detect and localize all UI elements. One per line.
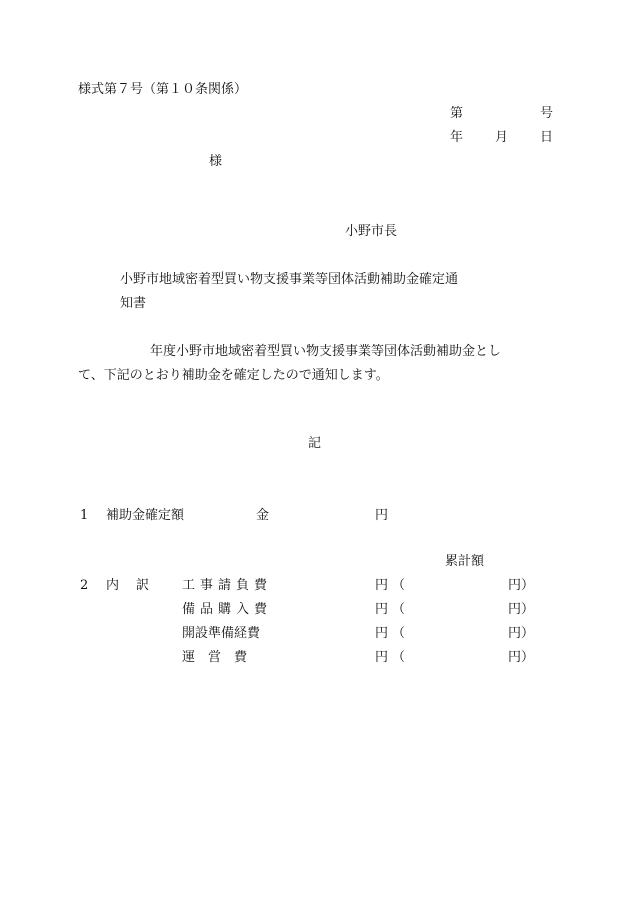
breakdown-row-close: 円） <box>508 578 535 593</box>
breakdown-row-yen: 円 <box>375 650 389 665</box>
breakdown-row-close: 円） <box>508 626 535 641</box>
breakdown-row-open-paren: （ <box>392 602 406 617</box>
breakdown-row-name: 開設準備経費 <box>182 626 261 641</box>
date-day: 日 <box>540 130 554 145</box>
breakdown-row-close: 円） <box>508 602 535 617</box>
breakdown-row-name: 運 営 費 <box>182 650 248 665</box>
doc-number-prefix: 第 <box>450 106 464 121</box>
document-title-line1: 小野市地域密着型買い物支援事業等団体活動補助金確定通 <box>120 272 459 287</box>
breakdown-row-yen: 円 <box>375 578 389 593</box>
date-year: 年 <box>450 130 464 145</box>
breakdown-row-open-paren: （ <box>392 578 406 593</box>
body-line2: て、下記のとおり補助金を確定したので通知します。 <box>78 368 389 383</box>
breakdown-row-close: 円） <box>508 650 535 665</box>
body-line1: 年度小野市地域密着型買い物支援事業等団体活動補助金とし <box>150 344 502 359</box>
form-number: 様式第７号（第１０条関係） <box>78 82 248 97</box>
document-title-line2: 知書 <box>120 296 147 311</box>
item2-label-b: 訳 <box>136 578 150 593</box>
doc-number-suffix: 号 <box>540 106 554 121</box>
item1-kin: 金 <box>256 508 270 523</box>
cumulative-header: 累計額 <box>445 554 485 569</box>
issuer: 小野市長 <box>345 224 398 239</box>
addressee-suffix: 様 <box>209 154 223 169</box>
item2-number: 2 <box>80 578 89 593</box>
breakdown-row-yen: 円 <box>375 602 389 617</box>
item1-number: 1 <box>80 508 89 523</box>
breakdown-row-open-paren: （ <box>392 626 406 641</box>
breakdown-row-name: 備品購入費 <box>182 602 273 617</box>
breakdown-row-name: 工事請負費 <box>182 578 273 593</box>
item2-label-a: 内 <box>106 578 120 593</box>
breakdown-row-open-paren: （ <box>392 650 406 665</box>
item1-yen: 円 <box>375 508 389 523</box>
date-month: 月 <box>495 130 509 145</box>
item1-label: 補助金確定額 <box>106 508 185 523</box>
ki-heading: 記 <box>308 436 322 451</box>
breakdown-row-yen: 円 <box>375 626 389 641</box>
